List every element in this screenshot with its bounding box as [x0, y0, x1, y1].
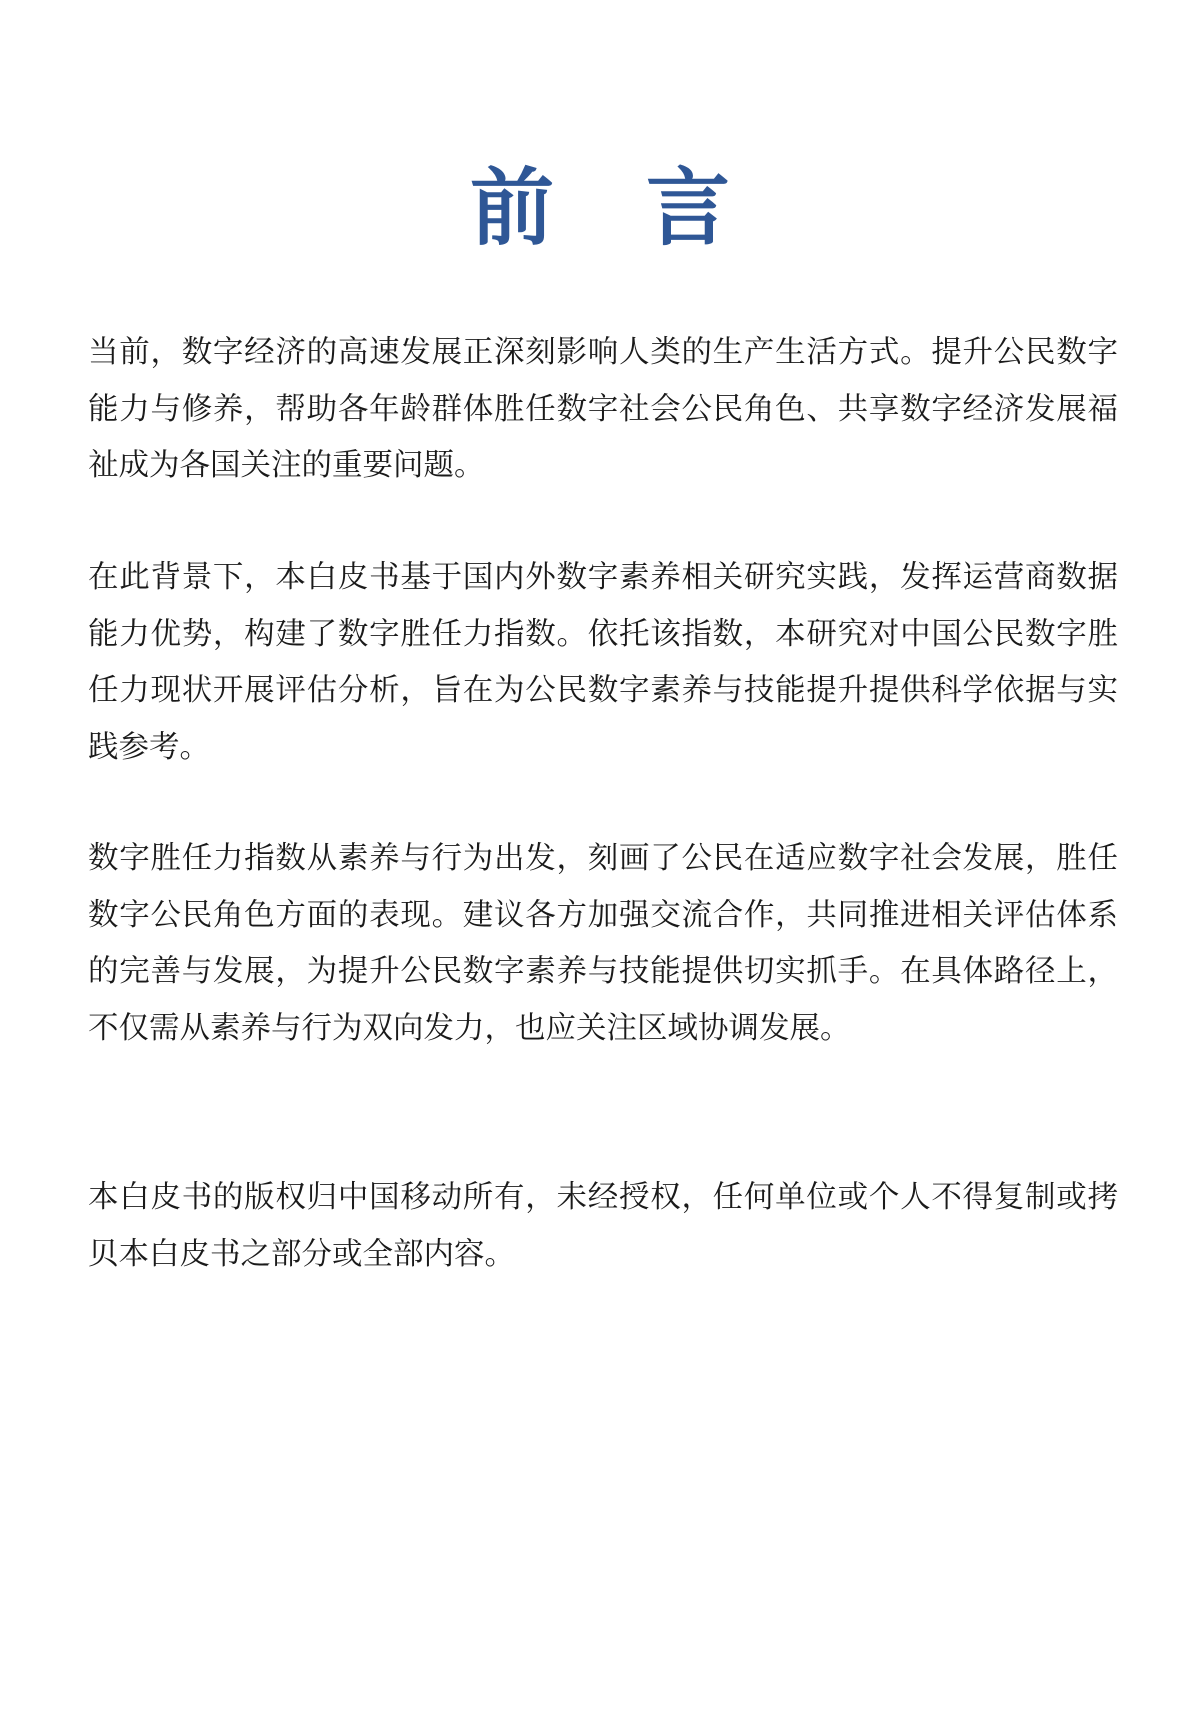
paragraph-background: 在此背景下，本白皮书基于国内外数字素养相关研究实践，发挥运营商数据能力优势，构建了数字胜任力指数。依托该指数，本研究对中国公民数字胜任力现状开展评估分析，旨在为公民数字素养与技能提升提供科学依据与实践参考。: [88, 560, 1118, 765]
paragraph-index-description: 数字胜任力指数从素养与行为出发，刻画了公民在适应数字社会发展，胜任数字公民角色方面的表现。建议各方加强交流合作，共同推进相关评估体系的完善与发展，为提升公民数字素养与技能提供切实抓手。在具体路径上，不仅需从素养与行为双向发力，也应关注区域协调发展。: [88, 841, 1118, 1046]
paragraph-copyright: 本白皮书的版权归中国移动所有，未经授权，任何单位或个人不得复制或拷贝本白皮书之部分或全部内容。: [88, 1180, 1118, 1272]
paragraph-intro: 当前，数字经济的高速发展正深刻影响人类的生产生活方式。提升公民数字能力与修养，帮助各年龄群体胜任数字社会公民角色、共享数字经济发展福祉成为各国关注的重要问题。: [88, 335, 1118, 483]
page-title: [0, 158, 1200, 258]
title-char-2: 言: [646, 159, 731, 257]
title-char-1: 前: [469, 159, 554, 257]
